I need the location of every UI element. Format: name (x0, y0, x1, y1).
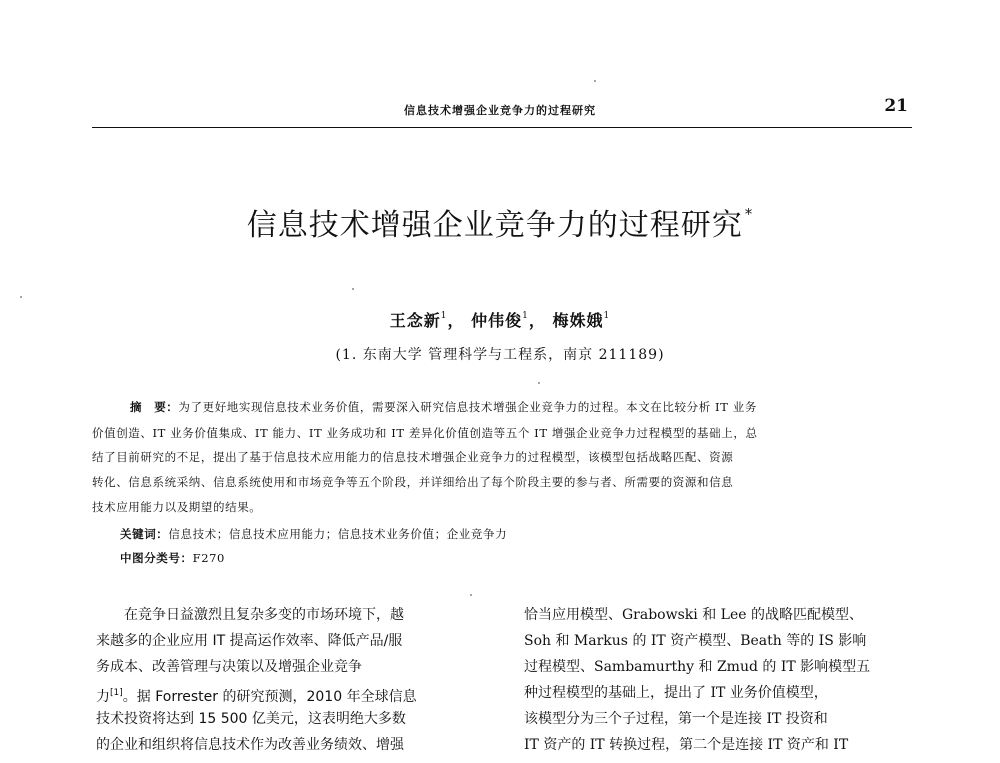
scan-speck (20, 296, 22, 298)
abstract-line: 价值创造、IT 业务价值集成、IT 能力、IT 业务成功和 IT 差异化价值创造等五个 IT 增强企业竞争力过程模型的基础上，总 (92, 426, 758, 440)
header-rule (92, 127, 912, 128)
abstract-line: 技术应用能力以及期望的结果。 (92, 500, 262, 514)
body-line: 过程模型、Sambamurthy 和 Zmud 的 IT 影响模型五 (524, 659, 871, 675)
body-line: 务成本、改善管理与决策以及增强企业竞争 (96, 659, 362, 675)
body-line: Soh 和 Markus 的 IT 资产模型、Beath 等的 IS 影响 (524, 633, 867, 649)
body-text: 力 (96, 689, 110, 705)
body-text: 。据 Forrester 的研究预测，2010 年全球信息 (122, 689, 417, 705)
keywords-text: 信息技术；信息技术应用能力；信息技术业务价值；企业竞争力 (168, 527, 508, 541)
author-separator: ， (528, 311, 546, 330)
author-name: 梅姝娥 (552, 311, 604, 330)
classification-code (120, 547, 916, 569)
author-list (0, 308, 1000, 331)
body-line: 在竞争日益激烈且复杂多变的市场环境下，越 (124, 607, 404, 623)
abstract-line (92, 396, 916, 418)
author-affiliation-mark: 1 (440, 311, 448, 321)
body-line: 恰当应用模型、Grabowski 和 Lee 的战略匹配模型、 (524, 607, 863, 623)
body-line: IT 资产的 IT 转换过程，第二个是连接 IT 资产和 IT (524, 737, 849, 753)
author-affiliation-mark: 1 (603, 311, 611, 321)
classification-label: 中图分类号： (120, 551, 193, 565)
body-line: 来越多的企业应用 IT 提高运作效率、降低产品/服 (96, 633, 403, 649)
abstract-line: 转化、信息系统采纳、信息系统使用和市场竞争等五个阶段，并详细给出了每个阶段主要的参与者、所需要的资源和信息 (92, 475, 734, 489)
citation-ref: [1] (110, 688, 123, 698)
page-number: 21 (884, 96, 908, 116)
scan-speck (470, 594, 472, 596)
paper-title (0, 200, 1000, 244)
abstract-text: 为了更好地实现信息技术业务价值，需要深入研究信息技术增强企业竞争力的过程。本文在比较分析 IT 业务 (178, 400, 757, 414)
body-line: 的企业和组织将信息技术作为改善业务绩效、增强 (96, 737, 404, 753)
author-name: 仲伟俊 (471, 311, 523, 330)
paper-title-text: 信息技术增强企业竞争力的过程研究 (246, 208, 743, 243)
scan-speck (538, 382, 540, 384)
keywords (120, 523, 916, 545)
author-separator: ， (447, 311, 465, 330)
author-affiliation-mark: 1 (522, 311, 529, 321)
affiliation: (1. 东南大学 管理科学与工程系，南京 211189) (335, 347, 665, 363)
scan-speck (352, 288, 354, 290)
running-title: 信息技术增强企业竞争力的过程研究 (404, 104, 596, 117)
body-line: 种过程模型的基础上，提出了 IT 业务价值模型， (524, 685, 828, 701)
body-line: 技术投资将达到 15 500 亿美元，这表明绝大多数 (96, 711, 406, 727)
body-line (96, 681, 496, 710)
abstract-line: 结了目前研究的不足，提出了基于信息技术应用能力的信息技术增强企业竞争力的过程模型，该模型包括战略匹配、资源 (92, 450, 734, 464)
abstract-label: 摘 要： (130, 400, 179, 414)
keywords-label: 关键词： (120, 527, 169, 541)
scan-speck (594, 80, 596, 82)
title-footnote-mark: * (744, 205, 754, 223)
body-line: 该模型分为三个子过程，第一个是连接 IT 投资和 (524, 711, 828, 727)
classification-text: F270 (192, 551, 225, 565)
author-name: 王念新 (389, 311, 441, 330)
